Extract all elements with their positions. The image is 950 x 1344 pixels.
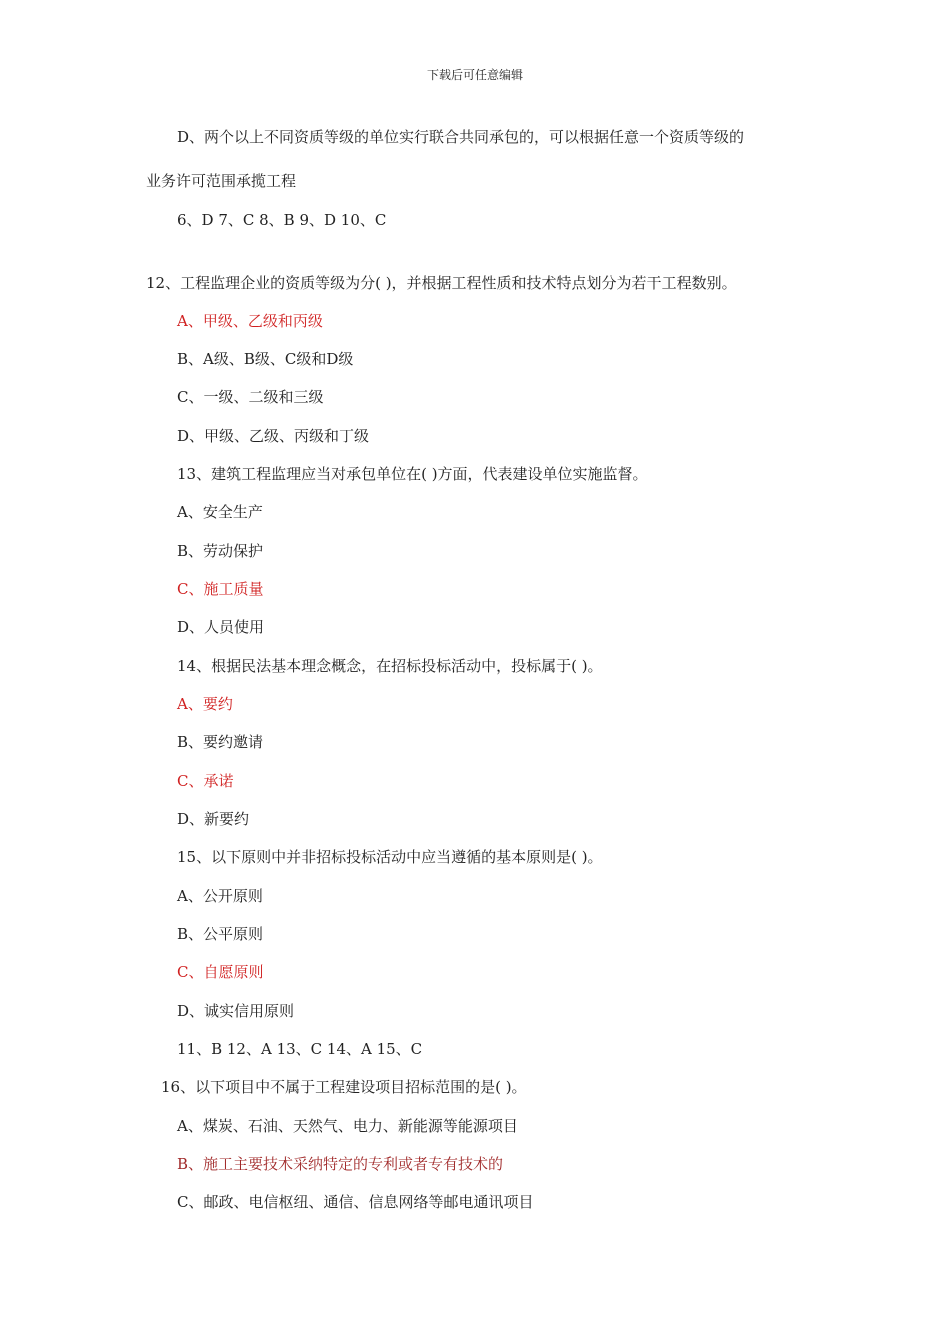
question-15: 15、以下原则中并非招标投标活动中应当遵循的基本原则是( )。	[177, 848, 603, 866]
question-12: 12、工程监理企业的资质等级为分( )，并根据工程性质和技术特点划分为若干工程数别。	[146, 274, 737, 292]
option: D、诚实信用原则	[177, 1002, 295, 1020]
option-correct: A、要约	[177, 695, 233, 713]
option: A、煤炭、石油、天然气、电力、新能源等能源项目	[177, 1117, 518, 1135]
option: A、公开原则	[177, 887, 263, 905]
option: B、劳动保护	[177, 542, 264, 560]
option: B、A级、B级、C级和D级	[177, 350, 354, 368]
option-correct: C、自愿原则	[177, 963, 264, 981]
text-line: 业务许可范围承揽工程	[146, 172, 297, 190]
option-correct: B、施工主要技术采纳特定的专利或者专有技术的	[177, 1155, 504, 1173]
question-16: 16、以下项目中不属于工程建设项目招标范围的是( )。	[161, 1078, 527, 1096]
question-14: 14、根据民法基本理念概念，在招标投标活动中，投标属于( )。	[177, 657, 603, 675]
option-correct: C、承诺	[177, 772, 234, 790]
page-header: 下载后可任意编辑	[426, 68, 523, 82]
option: D、人员使用	[177, 618, 265, 636]
option-correct: C、施工质量	[177, 580, 264, 598]
option: A、安全生产	[177, 503, 263, 521]
option: C、一级、二级和三级	[177, 388, 324, 406]
question-13: 13、建筑工程监理应当对承包单位在( )方面，代表建设单位实施监督。	[177, 465, 648, 483]
option: C、邮政、电信枢纽、通信、信息网络等邮电通讯项目	[177, 1193, 534, 1211]
option: D、新要约	[177, 810, 250, 828]
answer-key-line: 11、B 12、A 13、C 14、A 15、C	[177, 1040, 423, 1058]
text-line: D、两个以上不同资质等级的单位实行联合共同承包的，可以根据任意一个资质等级的	[177, 128, 745, 146]
option: D、甲级、乙级、丙级和丁级	[177, 427, 370, 445]
option: B、公平原则	[177, 925, 264, 943]
answer-key-line: 6、D 7、C 8、B 9、D 10、C	[177, 211, 387, 229]
option-correct: A、甲级、乙级和丙级	[177, 312, 323, 330]
option: B、要约邀请	[177, 733, 264, 751]
